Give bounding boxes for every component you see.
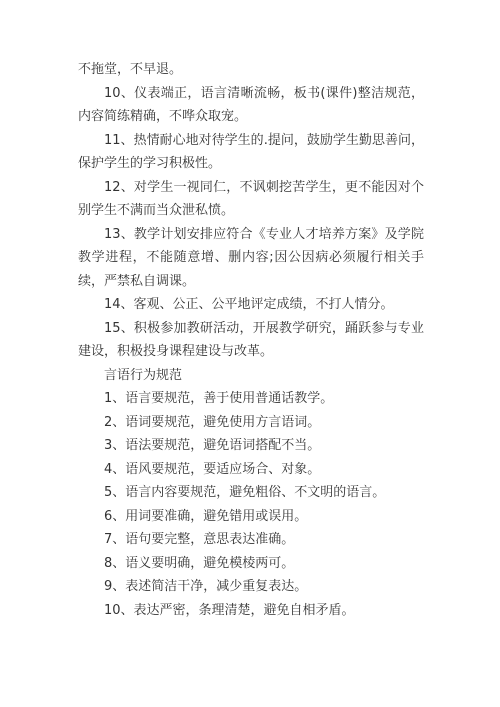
list-item: 3、语法要规范，避免语词搭配不当。 xyxy=(104,438,321,453)
document-body xyxy=(78,58,424,622)
paragraph-item-15: 15、积极参加教研活动，开展教学研究，踊跃参与专业建设，积极投身课程建设与改革。 xyxy=(78,320,424,359)
list-item: 9、表述简洁干净，减少重复表达。 xyxy=(104,579,308,594)
list-item: 2、语词要规范，避免使用方言语词。 xyxy=(104,414,321,430)
paragraph-continuation: 不拖堂，不早退。 xyxy=(78,62,183,77)
list-item: 1、语言要规范，善于使用普通话教学。 xyxy=(104,391,334,406)
paragraph-item-13: 13、教学计划安排应符合《专业人才培养方案》及学院教学进程，不能随意增、删内容;因公因病必须履行相关手续，严禁私自调课。 xyxy=(78,226,424,289)
list-item: 6、用词要准确，避免错用或误用。 xyxy=(104,508,308,524)
paragraph-item-10: 10、仪表端正，语言清晰流畅，板书(课件)整洁规范，内容简练精确，不哗众取宠。 xyxy=(78,85,424,124)
paragraph-item-12: 12、对学生一视同仁，不讽刺挖苦学生，更不能因对个别学生不满而当众泄私愤。 xyxy=(78,179,424,218)
paragraph-item-11: 11、热情耐心地对待学生的.提问，鼓励学生勤思善问，保护学生的学习积极性。 xyxy=(78,132,424,171)
list-item: 5、语言内容要规范，避免粗俗、不文明的语言。 xyxy=(104,485,386,500)
list-item: 7、语句要完整，意思表达准确。 xyxy=(104,532,295,547)
list-item: 8、语义要明确，避免模棱两可。 xyxy=(104,555,295,571)
section-title: 言语行为规范 xyxy=(104,367,183,383)
paragraph-item-14: 14、客观、公正、公平地评定成绩，不打人情分。 xyxy=(104,297,394,312)
list-item: 10、表达严密，条理清楚，避免自相矛盾。 xyxy=(104,602,355,618)
list-item: 4、语风要规范，要适应场合、对象。 xyxy=(104,461,321,477)
